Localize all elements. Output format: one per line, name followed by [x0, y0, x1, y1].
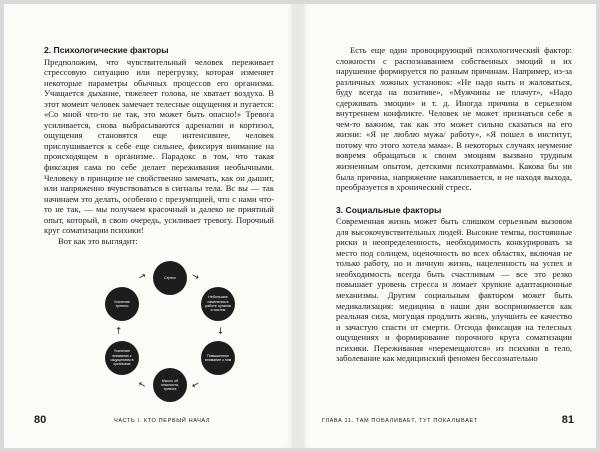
- paragraph-spacer: [336, 193, 572, 205]
- diagram-node-anxiety-increase: Усиление тревоги: [105, 287, 139, 321]
- arrow-icon: →: [189, 377, 201, 391]
- arrow-icon: →: [136, 270, 149, 284]
- book-gutter: [294, 4, 302, 448]
- arrow-icon: →: [189, 270, 201, 284]
- diagram-node-attention-increase: Усиление внимания к ощущениям в организме: [105, 341, 139, 375]
- right-paragraph-2: Современная жизнь может быть слишком серьезным вызовом для высокочувствительных людей. Высокие темпы, постоянные риски и неопределенность, необходимость конкурировать за место под солнцем, оценочность во всех областях, включая не только работу, но и личную жизнь, нацеленность на успех и необходимость всегда быть счастливым — все это резко повышает уровень стресса и ломает хрупкие адаптационные механизмы. Другим социальным фактором может быть медикализация: медицина в наши дни воспринимается как реальная сила, могущая продлить жизнь, улучшить ее качество и зачастую спасти от смерти. Отсюда фиксация на телесных ощущениях и формирование порочного круга соматизации психики. Переживания «перемещаются» из психики в тело, заболевание как медицинский феномен бессознательно: [336, 216, 572, 364]
- section-heading-psychological: 2. Психологические факторы: [44, 45, 169, 55]
- left-page-text: [44, 45, 274, 246]
- right-page: [302, 4, 596, 448]
- somatization-cycle-diagram: [99, 261, 241, 403]
- running-head-right: ГЛАВА 11. ТАМ ПОБАЛИВАЕТ, ТУТ ПОКАЛЫВАЕТ: [322, 418, 478, 424]
- page-number-right: 81: [561, 414, 574, 426]
- right-page-text: [336, 45, 572, 364]
- arrow-icon: →: [214, 326, 225, 335]
- diagram-node-changes: Небольшие изменения в работе органов и систем: [201, 287, 235, 321]
- diagram-node-danger-thought: Мысль об опасности, тревога: [153, 368, 187, 402]
- running-head-left: ЧАСТЬ I. КТО ПЕРВЫЙ НАЧАЛ: [114, 418, 211, 424]
- diagram-node-attention: Повышенное внимание к ним: [201, 341, 235, 375]
- arrow-icon: →: [136, 377, 149, 391]
- left-page: [4, 4, 294, 448]
- section-heading-social: 3. Социальные факторы: [336, 204, 442, 215]
- left-paragraph-1: Предположим, что чувствительный человек переживает стрессовую ситуацию или перегрузку, которая изменяет некоторые параметры обычных процессов его организма. Учащается дыхание, тяжелеет голова, не хватает воздуха. В этот момент человек замечает телесные ощущения и пугается: «Со мной что-то не так, это может быть опасно!» Тревога усиливается, снова выбрасываются адреналин и кортизол, ощущения становятся еще интенсивнее, человек прислушивается к себе еще сильнее, фиксируя внимание на происходящем в организме. Парадокс в том, что такая фиксация сама по себе делает переживания необычными. Человеку в принципе не свойственно замечать, как он дышит, или напряженно вчувствоваться в сигналы тела. Вс вы — так начинаем это делать, особенно с презумпцией, что с нами что-то не так, — мы получаем красочный и далеко не приятный опыт, который, в свою очередь, усиливает тревогу. Порочный круг соматизации психики!: [44, 56, 274, 236]
- diagram-node-stress: Стресс: [153, 261, 187, 295]
- right-paragraph-1: Есть еще один провоцирующий психологический фактор: сложности с распознаванием собственных эмоций и их нарушение формируется по разным причинам. Например, из-за различных ложных установок: «Не надо ныть и жаловаться, буду всегда на позитиве», «Мужчины не плачут», «Надо сдерживать эмоции» и т. д. Иногда причина в серьезном внутреннем конфликте. Человек не может признаться себе в чем-то важном, так как это может сильно сказаться на его жизни: «Я не люблю мужа/ работу», «Я пошел в институт, потому что этого хотела мама». В некоторых случаях неумение вовремя обращаться к своим эмоциям вызвано трудным жизненным опытом, детскими психотравмами. Какова бы ни была причина, напряжение накапливается, и не находя выхода, преобразуется в хронический стресс.: [336, 45, 572, 193]
- arrow-icon: →: [114, 326, 125, 335]
- page-number-left: 80: [34, 414, 47, 426]
- left-paragraph-2: Вот как это выглядит:: [58, 235, 138, 246]
